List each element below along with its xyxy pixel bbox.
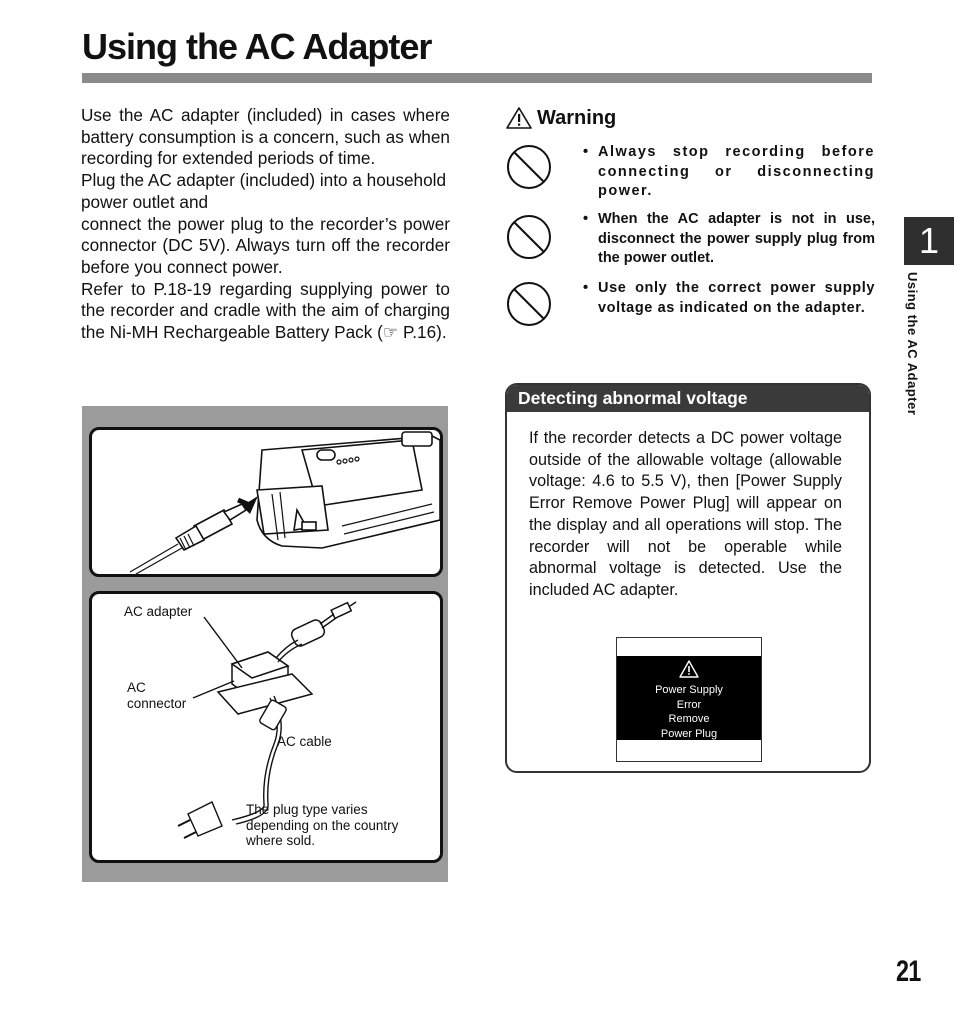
intro-paragraph: Refer to P.18-19 regarding supplying power to the recorder and cradle with the aim of charging the Ni-MH Rechargeable Battery Pack (☞ P.16). — [81, 278, 450, 343]
display-screen-illustration — [616, 637, 762, 762]
warning-heading — [506, 106, 616, 130]
recorder-illustration-panel — [89, 427, 443, 577]
connection-figure — [82, 406, 448, 882]
display-line: Power Supply — [655, 684, 723, 696]
display-line: Error — [676, 698, 702, 711]
page-title: Using the AC Adapter — [82, 26, 432, 67]
prohibition-icon — [506, 214, 552, 260]
intro-text — [81, 105, 450, 344]
display-screen — [617, 656, 761, 740]
label-ac-cable: AC cable — [277, 734, 332, 749]
warning-triangle-icon — [506, 106, 532, 130]
label-ac-adapter: AC adapter — [124, 604, 193, 619]
intro-paragraph: Use the AC adapter (included) in cases where battery consumption is a concern, such as when recording for extended periods of time. — [81, 105, 450, 169]
detect-voltage-box — [505, 383, 871, 773]
recorder-plug-illustration — [92, 430, 440, 574]
detect-voltage-text: If the recorder detects a DC power voltage outside of the allowable voltage (allowable voltage: 4.6 to 5.5 V), then [Power Supply Error Remove Power Plug] will appear on the display and all operations will stop. The recorder will not be operable while abnormal voltage is detected. Use the included AC adapter. — [529, 429, 842, 599]
prohibition-icon — [506, 281, 552, 327]
intro-paragraph: Plug the AC adapter (included) into a household power outlet and — [81, 170, 447, 212]
warning-item: • Always stop recording before connecting or disconnecting power. — [583, 144, 875, 199]
warning-title: Warning — [537, 106, 617, 129]
display-line: Remove — [668, 713, 710, 725]
prohibition-icon — [506, 144, 552, 190]
warning-triangle-icon — [679, 660, 699, 678]
label-plug-note: The plug type varies depending on the country where sold. — [246, 802, 399, 848]
chapter-tab: 1 — [904, 217, 954, 265]
warning-item: • Use only the correct power supply voltage as indicated on the adapter. — [583, 280, 875, 316]
label-ac-connector: AC connector — [127, 680, 187, 711]
page-number: 21 — [896, 955, 921, 988]
chapter-tab-label: Using the AC Adapter — [905, 272, 920, 416]
display-line: Power Plug — [660, 727, 718, 740]
warning-item: • When the AC adapter is not in use, disconnect the power supply plug from the power outlet. — [583, 211, 875, 266]
detect-voltage-heading: Detecting abnormal voltage — [507, 385, 869, 412]
intro-paragraph: connect the power plug to the recorder’s power connector (DC 5V). Always turn off the recorder before you connect power. — [81, 213, 450, 277]
title-rule — [82, 73, 872, 83]
